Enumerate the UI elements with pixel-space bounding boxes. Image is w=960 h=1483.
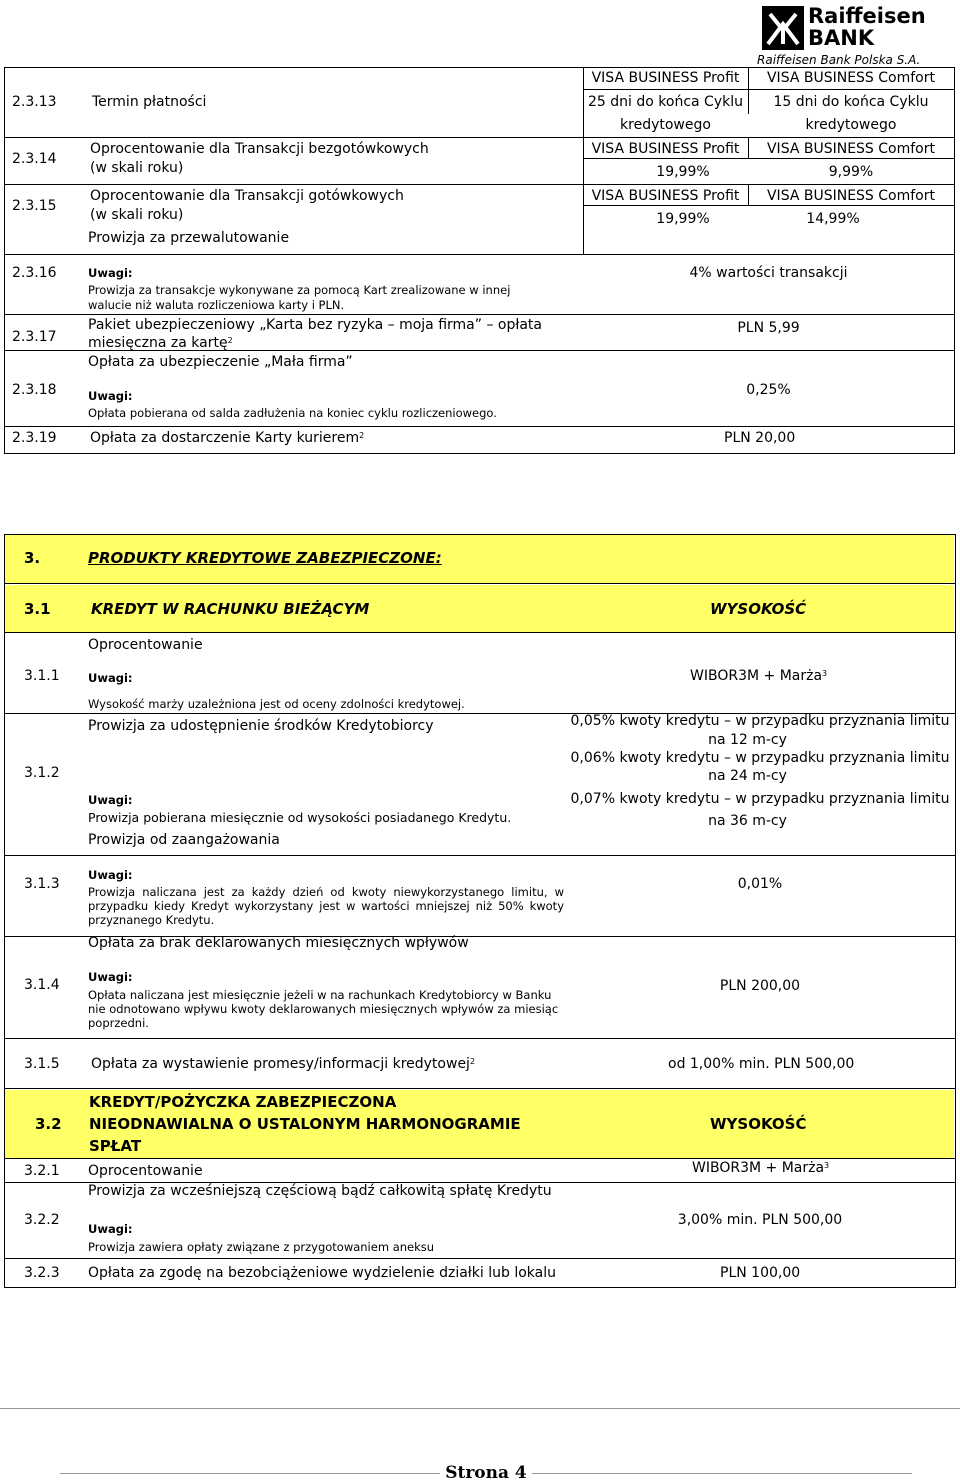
- header-visa-profit: VISA BUSINESS Profit: [591, 70, 740, 86]
- subheader-comfort: VISA BUSINESS Comfort: [766, 141, 935, 157]
- row-number: 2.3.13: [12, 94, 57, 110]
- row-number: 3.2.1: [24, 1163, 60, 1179]
- column-heading-amount: WYSOKOŚĆ: [710, 600, 807, 618]
- note-text: Prowizja naliczana jest za każdy dzień od kwoty niewykorzystanego limitu, w przypadku kiedy Kredyt wykorzystany jest w wartości mniejszej niż 50% kwoty przyznanego Kredytu.: [88, 885, 564, 927]
- row-number: 2.3.14: [12, 151, 57, 167]
- note-heading: Uwagi:: [88, 389, 133, 403]
- note-heading: Uwagi:: [88, 1222, 133, 1236]
- value-12m-line1: 0,05% kwoty kredytu – w przypadku przyznania limitu: [570, 713, 950, 729]
- section-title: PRODUKTY KREDYTOWE ZABEZPIECZONE:: [88, 549, 442, 567]
- row-label: Prowizja za przewalutowanie: [88, 230, 290, 246]
- value-comfort-line1: 15 dni do końca Cyklu: [773, 94, 929, 110]
- section-number: 3.: [24, 549, 41, 567]
- note-line1: Prowizja za transakcje wykonywane za pomocą Kart zrealizowane w innej: [88, 283, 511, 297]
- note-heading: Uwagi:: [88, 793, 133, 807]
- value-24m-line2: na 24 m-cy: [708, 768, 787, 784]
- logo-line2: BANK: [808, 26, 875, 50]
- row-number: 2.3.18: [12, 382, 57, 398]
- value-12m-line2: na 12 m-cy: [708, 732, 787, 748]
- logo-line1: Raiffeisen: [808, 4, 926, 28]
- note-text: Wysokość marży uzależniona jest od oceny zdolności kredytowej.: [88, 697, 465, 711]
- row-value: PLN 20,00: [724, 430, 796, 446]
- row-label: Prowizja od zaangażowania: [88, 832, 280, 848]
- subheader-comfort: VISA BUSINESS Comfort: [766, 188, 935, 204]
- row-label: Oprocentowanie: [88, 637, 203, 653]
- note-heading: Uwagi:: [88, 868, 133, 882]
- row-label: Opłata za brak deklarowanych miesięcznych wpływów: [88, 935, 469, 951]
- subsection-number: 3.1: [24, 600, 51, 618]
- subheader-profit: VISA BUSINESS Profit: [591, 188, 740, 204]
- note-heading: Uwagi:: [88, 266, 133, 280]
- value-profit-line1: 25 dni do końca Cyklu: [588, 94, 743, 110]
- row-label-line1: Pakiet ubezpieczeniowy „Karta bez ryzyka – moja firma” – opłata: [88, 317, 542, 333]
- subheader-profit: VISA BUSINESS Profit: [591, 141, 740, 157]
- value-36m-line1: 0,07% kwoty kredytu – w przypadku przyznania limitu: [570, 791, 950, 807]
- subsection-title-line1: KREDYT/POŻYCZKA ZABEZPIECZONA: [89, 1093, 397, 1111]
- value-comfort: 14,99%: [806, 211, 860, 227]
- row-label: Opłata za wystawienie promesy/informacji kredytowej$^2$: [91, 1056, 476, 1072]
- row-label-line1: Oprocentowanie dla Transakcji gotówkowych: [90, 188, 404, 204]
- row-label: Opłata za dostarczenie Karty kurierem$^2$: [90, 430, 365, 446]
- note-heading: Uwagi:: [88, 970, 133, 984]
- row-label: Prowizja za udostępnienie środków Kredytobiorcy: [88, 718, 434, 734]
- row-number: 3.1.2: [24, 765, 60, 781]
- value-24m-line1: 0,06% kwoty kredytu – w przypadku przyznania limitu: [570, 750, 950, 766]
- row-label: Opłata za zgodę na bezobciążeniowe wydzielenie działki lub lokalu: [88, 1265, 556, 1281]
- value-profit: 19,99%: [656, 211, 710, 227]
- column-heading-amount: WYSOKOŚĆ: [710, 1115, 807, 1133]
- page-number: Strona 4: [445, 1463, 527, 1483]
- note-text: Opłata pobierana od salda zadłużenia na koniec cyklu rozliczeniowego.: [88, 406, 497, 420]
- row-value: PLN 5,99: [737, 320, 800, 336]
- value-profit: 19,99%: [656, 164, 710, 180]
- row-value: PLN 100,00: [720, 1265, 801, 1281]
- row-label-line2: miesięczna za kartę$^2$: [88, 335, 233, 351]
- row-value: WIBOR3M + Marża$^3$: [692, 1160, 830, 1176]
- row-number: 3.1.3: [24, 876, 60, 892]
- note-text: Prowizja zawiera opłaty związane z przygotowaniem aneksu: [88, 1240, 435, 1254]
- row-number: 2.3.19: [12, 430, 57, 446]
- value-comfort: 9,99%: [828, 164, 874, 180]
- row-number: 2.3.15: [12, 198, 57, 214]
- row-number: 3.2.2: [24, 1212, 60, 1228]
- value-comfort-line2: kredytowego: [805, 117, 897, 133]
- value-36m-line2: na 36 m-cy: [708, 813, 787, 829]
- logo-subtitle: Raiffeisen Bank Polska S.A.: [757, 53, 921, 67]
- row-number: 3.1.1: [24, 668, 60, 684]
- note-line2: walucie niż waluta rozliczeniowa karty i PLN.: [88, 298, 345, 312]
- value-profit-line2: kredytowego: [620, 117, 711, 133]
- row-label-line1: Oprocentowanie dla Transakcji bezgotówkowych: [90, 141, 429, 157]
- row-number: 3.2.3: [24, 1265, 60, 1281]
- row-number: 2.3.17: [12, 329, 57, 345]
- row-number: 2.3.16: [12, 265, 57, 281]
- row-value: od 1,00% min. PLN 500,00: [668, 1056, 855, 1072]
- note-text: Opłata naliczana jest miesięcznie jeżeli w na rachunkach Kredytobiorcy w Banku nie odnotowano wpływu kwoty deklarowanych miesięcznych wpływów za miesiąc poprzedni.: [88, 988, 559, 1030]
- raiffeisen-gable-icon: [762, 6, 804, 50]
- note-heading: Uwagi:: [88, 671, 133, 685]
- header-visa-comfort: VISA BUSINESS Comfort: [766, 70, 935, 86]
- row-label: Opłata za ubezpieczenie „Mała firma”: [88, 354, 353, 370]
- row-number: 3.1.4: [24, 977, 60, 993]
- subsection-number: 3.2: [35, 1115, 62, 1133]
- subsection-title-line3: SPŁAT: [89, 1137, 142, 1155]
- row-label-line2: (w skali roku): [90, 207, 184, 223]
- row-value: 0,25%: [746, 382, 791, 398]
- row-label-line2: (w skali roku): [90, 160, 184, 176]
- row-label: Prowizja za wcześniejszą częściową bądź całkowitą spłatę Kredytu: [88, 1183, 552, 1199]
- row-label: Termin płatności: [92, 94, 207, 110]
- subsection-title: KREDYT W RACHUNKU BIEŻĄCYM: [91, 600, 370, 618]
- row-label: Oprocentowanie: [88, 1163, 203, 1179]
- row-value: 3,00% min. PLN 500,00: [677, 1212, 843, 1228]
- bank-logo: [757, 4, 926, 70]
- row-value: PLN 200,00: [719, 978, 801, 994]
- row-number: 3.1.5: [24, 1056, 60, 1072]
- row-value: 0,01%: [737, 876, 783, 892]
- row-value: WIBOR3M + Marża$^3$: [690, 668, 828, 684]
- note-text: Prowizja pobierana miesięcznie od wysokości posiadanego Kredytu.: [88, 810, 512, 825]
- row-value: 4% wartości transakcji: [689, 265, 848, 281]
- subsection-title-line2: NIEODNAWIALNA O USTALONYM HARMONOGRAMIE: [89, 1115, 521, 1133]
